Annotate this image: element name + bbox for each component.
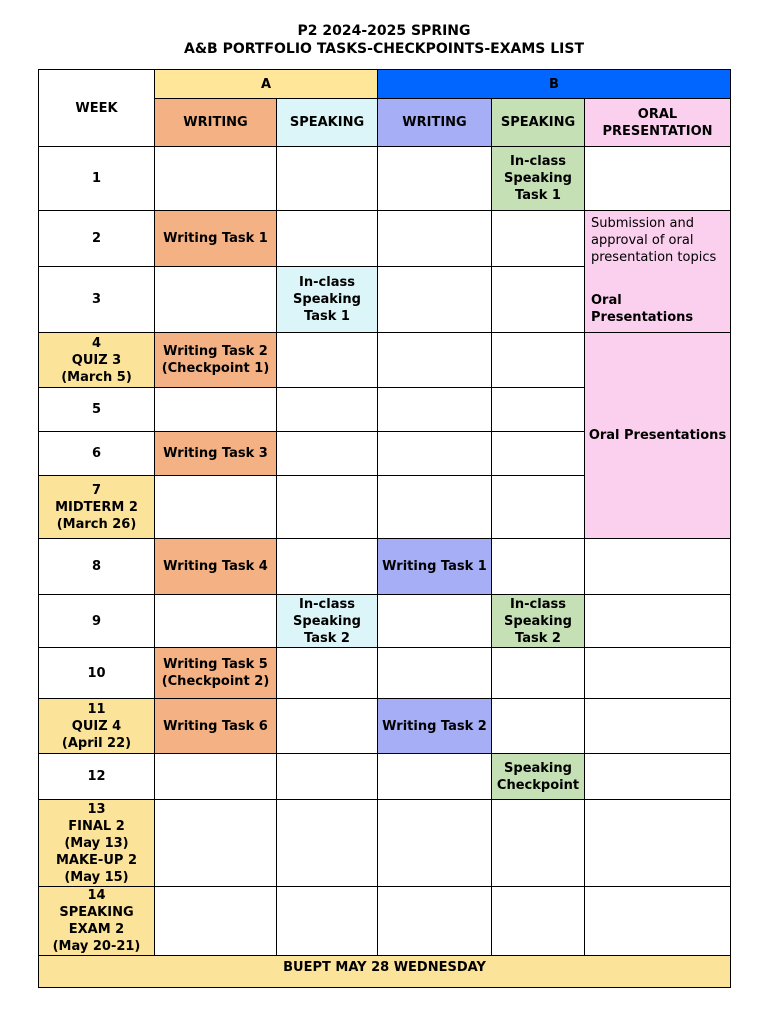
task-cell: Writing Task 1 xyxy=(155,211,277,267)
empty-cell xyxy=(155,595,277,648)
week-column-header: WEEK xyxy=(39,70,155,147)
week-cell: 11 QUIZ 4 (April 22) xyxy=(39,699,155,754)
empty-cell xyxy=(277,432,378,476)
week-cell: 7 MIDTERM 2 (March 26) xyxy=(39,476,155,539)
task-cell: In-class Speaking Task 2 xyxy=(277,595,378,648)
empty-cell xyxy=(277,887,378,956)
empty-cell xyxy=(378,267,492,333)
week-cell: 10 xyxy=(39,648,155,699)
task-cell: Writing Task 4 xyxy=(155,539,277,595)
empty-cell xyxy=(585,754,731,800)
buept-footer: BUEPT MAY 28 WEDNESDAY xyxy=(39,956,731,988)
empty-cell xyxy=(155,267,277,333)
b-writing-header: WRITING xyxy=(378,99,492,147)
schedule-table xyxy=(38,69,731,988)
empty-cell xyxy=(378,333,492,388)
task-cell: Writing Task 2 xyxy=(378,699,492,754)
task-cell: In-class Speaking Task 1 xyxy=(277,267,378,333)
empty-cell xyxy=(585,887,731,956)
empty-cell xyxy=(492,333,585,388)
week-cell: 12 xyxy=(39,754,155,800)
week-cell: 5 xyxy=(39,388,155,432)
oral-presentation-header: ORAL PRESENTATION xyxy=(585,99,731,147)
oral-presentations-block: Oral Presentations xyxy=(585,333,731,539)
empty-cell xyxy=(277,699,378,754)
empty-cell xyxy=(585,800,731,887)
oral-topics-note: Submission and approval of oral presentation topics xyxy=(591,216,717,265)
empty-cell xyxy=(492,539,585,595)
empty-cell xyxy=(585,595,731,648)
empty-cell xyxy=(585,699,731,754)
task-cell: In-class Speaking Task 1 xyxy=(492,147,585,211)
empty-cell xyxy=(155,887,277,956)
empty-cell xyxy=(277,211,378,267)
empty-cell xyxy=(378,800,492,887)
week-cell: 14 SPEAKING EXAM 2 (May 20-21) xyxy=(39,887,155,956)
empty-cell xyxy=(277,333,378,388)
empty-cell xyxy=(277,476,378,539)
empty-cell xyxy=(277,800,378,887)
empty-cell xyxy=(378,648,492,699)
empty-cell xyxy=(492,388,585,432)
empty-cell xyxy=(155,754,277,800)
task-cell: In-class Speaking Task 2 xyxy=(492,595,585,648)
empty-cell xyxy=(378,887,492,956)
empty-cell xyxy=(155,147,277,211)
empty-cell xyxy=(492,800,585,887)
empty-cell xyxy=(378,388,492,432)
empty-cell xyxy=(378,147,492,211)
b-speaking-header: SPEAKING xyxy=(492,99,585,147)
week-cell: 8 xyxy=(39,539,155,595)
oral-presentations-label: Oral Presentations xyxy=(591,293,694,325)
empty-cell xyxy=(492,267,585,333)
empty-cell xyxy=(378,432,492,476)
empty-cell xyxy=(492,476,585,539)
empty-cell xyxy=(378,211,492,267)
empty-cell xyxy=(155,476,277,539)
group-b-header: B xyxy=(378,70,731,99)
empty-cell xyxy=(378,476,492,539)
week-cell: 2 xyxy=(39,211,155,267)
task-cell: Writing Task 3 xyxy=(155,432,277,476)
a-writing-header: WRITING xyxy=(155,99,277,147)
title-line-1: P2 2024-2025 SPRING xyxy=(297,23,471,39)
empty-cell xyxy=(585,539,731,595)
week-cell: 6 xyxy=(39,432,155,476)
empty-cell xyxy=(378,754,492,800)
week-cell: 4 QUIZ 3 (March 5) xyxy=(39,333,155,388)
week-cell: 1 xyxy=(39,147,155,211)
group-a-header: A xyxy=(155,70,378,99)
empty-cell xyxy=(378,595,492,648)
title-line-2: A&B PORTFOLIO TASKS-CHECKPOINTS-EXAMS LIST xyxy=(184,41,584,57)
week-cell: 9 xyxy=(39,595,155,648)
week-cell: 3 xyxy=(39,267,155,333)
empty-cell xyxy=(277,388,378,432)
task-cell: Speaking Checkpoint xyxy=(492,754,585,800)
empty-cell xyxy=(277,754,378,800)
week-cell: 13 FINAL 2 (May 13) MAKE-UP 2 (May 15) xyxy=(39,800,155,887)
task-cell: Writing Task 6 xyxy=(155,699,277,754)
empty-cell xyxy=(492,699,585,754)
empty-cell xyxy=(492,887,585,956)
empty-cell xyxy=(155,800,277,887)
task-cell: Writing Task 2 (Checkpoint 1) xyxy=(155,333,277,388)
task-cell: Writing Task 1 xyxy=(378,539,492,595)
oral-topics-cell xyxy=(585,211,731,333)
empty-cell xyxy=(492,432,585,476)
empty-cell xyxy=(585,648,731,699)
empty-cell xyxy=(277,539,378,595)
empty-cell xyxy=(277,648,378,699)
empty-cell xyxy=(155,388,277,432)
empty-cell xyxy=(492,211,585,267)
empty-cell xyxy=(585,147,731,211)
empty-cell xyxy=(277,147,378,211)
a-speaking-header: SPEAKING xyxy=(277,99,378,147)
task-cell: Writing Task 5 (Checkpoint 2) xyxy=(155,648,277,699)
empty-cell xyxy=(492,648,585,699)
